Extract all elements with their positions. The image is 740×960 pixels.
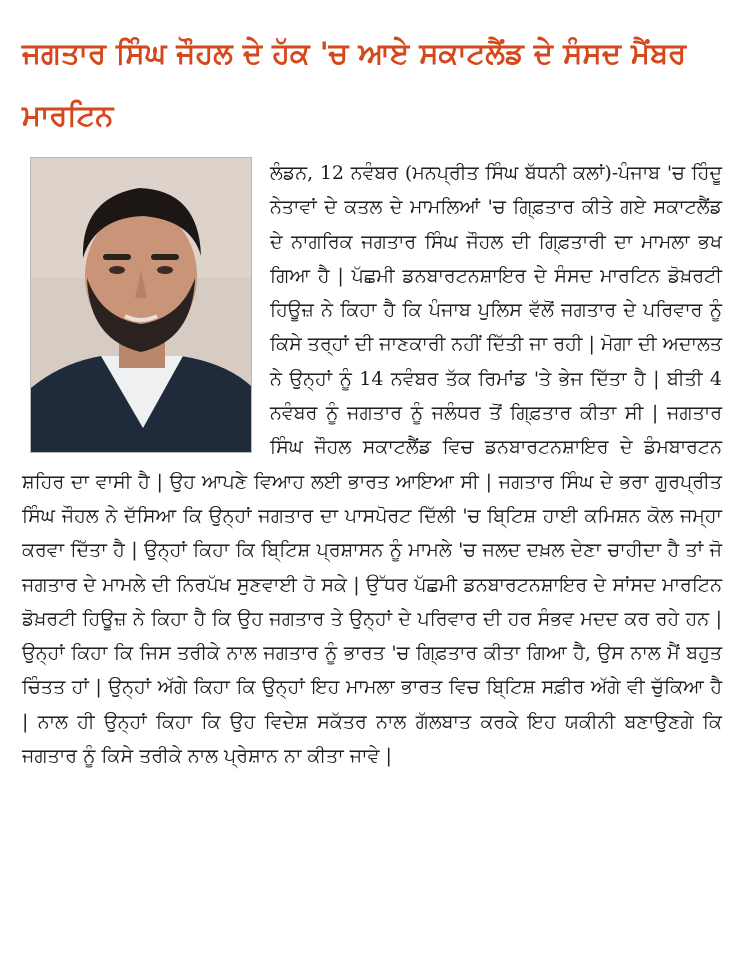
article-body-text: ਲੰਡਨ, 12 ਨਵੰਬਰ (ਮਨਪ੍ਰੀਤ ਸਿੰਘ ਬੱਧਨੀ ਕਲਾਂ)-ਪੰਜਾਬ 'ਚ ਹਿੰਦੂ ਨੇਤਾਵਾਂ ਦੇ ਕਤਲ ਦੇ ਮਾਮਲਿਆਂ 'ਚ ਗਿ੍ਫ਼ਤਾਰ ਕੀਤੇ ਗਏ ਸਕਾਟਲੈਂਡ ਦੇ ਨਾਗਰਿਕ ਜਗਤਾਰ ਸਿੰਘ ਜੌਹਲ ਦੀ ਗਿ੍ਫ਼ਤਾਰੀ ਦਾ ਮਾਮਲਾ ਭਖ ਗਿਆ ਹੈ | ਪੱਛਮੀ ਡਨਬਾਰਟਨਸ਼ਾਇਰ ਦੇ ਸੰਸਦ ਮਾਰਟਿਨ ਡੋਖ਼ਰਟੀ ਹਿਊਜ਼ ਨੇ ਕਿਹਾ ਹੈ ਕਿ ਪੰਜਾਬ ਪੁਲਿਸ ਵੱਲੋਂ ਜਗਤਾਰ ਦੇ ਪਰਿਵਾਰ ਨੂੰ ਕਿਸੇ ਤਰ੍ਹਾਂ ਦੀ ਜਾਣਕਾਰੀ ਨਹੀਂ ਦਿੱਤੀ ਜਾ ਰਹੀ | ਮੋਗਾ ਦੀ ਅਦਾਲਤ ਨੇ ਉਨ੍ਹਾਂ ਨੂੰ 14 ਨਵੰਬਰ ਤੱਕ ਰਿਮਾਂਡ 'ਤੇ ਭੇਜ ਦਿੱਤਾ ਹੈ | ਬੀਤੀ 4 ਨਵੰਬਰ ਨੂੰ ਜਗਤਾਰ ਨੂੰ ਜਲੰਧਰ ਤੋਂ ਗਿ੍ਫ਼ਤਾਰ ਕੀਤਾ ਸੀ | ਜਗਤਾਰ ਸਿੰਘ ਜੌਹਲ ਸਕਾਟਲੈਂਡ ਵਿਚ ਡਨਬਾਰਟਨਸ਼ਾਇਰ ਦੇ ਡੰਮਬਾਰਟਨ ਸ਼ਹਿਰ ਦਾ ਵਾਸੀ ਹੈ | ਉਹ ਆਪਣੇ ਵਿਆਹ ਲਈ ਭਾਰਤ ਆਇਆ ਸੀ | ਜਗਤਾਰ ਸਿੰਘ ਦੇ ਭਰਾ ਗੁਰਪ੍ਰੀਤ ਸਿੰਘ ਜੌਹਲ ਨੇ ਦੱਸਿਆ ਕਿ ਉਨ੍ਹਾਂ ਜਗਤਾਰ ਦਾ ਪਾਸਪੋਰਟ ਦਿੱਲੀ 'ਚ ਬਿ੍ਟਿਸ਼ ਹਾਈ ਕਮਿਸ਼ਨ ਕੋਲ ਜਮ੍ਹਾ ਕਰਵਾ ਦਿੱਤਾ ਹੈ | ਉਨ੍ਹਾਂ ਕਿਹਾ ਕਿ ਬਿ੍ਟਿਸ਼ ਪ੍ਰਸ਼ਾਸਨ ਨੂੰ ਮਾਮਲੇ 'ਚ ਜਲਦ ਦਖ਼ਲ ਦੇਣਾ ਚਾਹੀਦਾ ਹੈ ਤਾਂ ਜੋ ਜਗਤਾਰ ਦੇ ਮਾਮਲੇ ਦੀ ਨਿਰਪੱਖ ਸੁਣਵਾਈ ਹੋ ਸਕੇ | ਉੱਧਰ ਪੱਛਮੀ ਡਨਬਾਰਟਨਸ਼ਾਇਰ ਦੇ ਸਾਂਸਦ ਮਾਰਟਿਨ ਡੋਖ਼ਰਟੀ ਹਿਊਜ਼ ਨੇ ਕਿਹਾ ਹੈ ਕਿ ਉਹ ਜਗਤਾਰ ਤੇ ਉਨ੍ਹਾਂ ਦੇ ਪਰਿਵਾਰ ਦੀ ਹਰ ਸੰਭਵ ਮਦਦ ਕਰ ਰਹੇ ਹਨ | ਉਨ੍ਹਾਂ ਕਿਹਾ ਕਿ ਜਿਸ ਤਰੀਕੇ ਨਾਲ ਜਗਤਾਰ ਨੂੰ ਭਾਰਤ 'ਚ ਗਿ੍ਫ਼ਤਾਰ ਕੀਤਾ ਗਿਆ ਹੈ, ਉਸ ਨਾਲ ਮੈਂ ਬਹੁਤ ਚਿੰਤਤ ਹਾਂ | ਉਨ੍ਹਾਂ ਅੱਗੇ ਕਿਹਾ ਕਿ ਉਨ੍ਹਾਂ ਇਹ ਮਾਮਲਾ ਭਾਰਤ ਵਿਚ ਬਿ੍ਟਿਸ਼ ਸਫ਼ੀਰ ਅੱਗੇ ਵੀ ਚੁੱਕਿਆ ਹੈ | ਨਾਲ ਹੀ ਉਨ੍ਹਾਂ ਕਿਹਾ ਕਿ ਉਹ ਵਿਦੇਸ਼ ਸਕੱਤਰ ਨਾਲ ਗੱਲਬਾਤ ਕਰਕੇ ਇਹ ਯਕੀਨੀ ਬਣਾਉਣਗੇ ਕਿ ਜਗਤਾਰ ਨੂੰ ਕਿਸੇ ਤਰੀਕੇ ਨਾਲ ਪ੍ਰੇਸ਼ਾਨ ਨਾ ਕੀਤਾ ਜਾਵੇ | [22, 162, 722, 768]
headline: ਜਗਤਾਰ ਸਿੰਘ ਜੌਹਲ ਦੇ ਹੱਕ 'ਚ ਆਏ ਸਕਾਟਲੈਂਡ ਦੇ ਸੰਸਦ ਮੈਂਬਰ ਮਾਰਟਿਨ [22, 36, 687, 132]
article-body [22, 156, 722, 773]
photo-spacer [22, 156, 270, 462]
